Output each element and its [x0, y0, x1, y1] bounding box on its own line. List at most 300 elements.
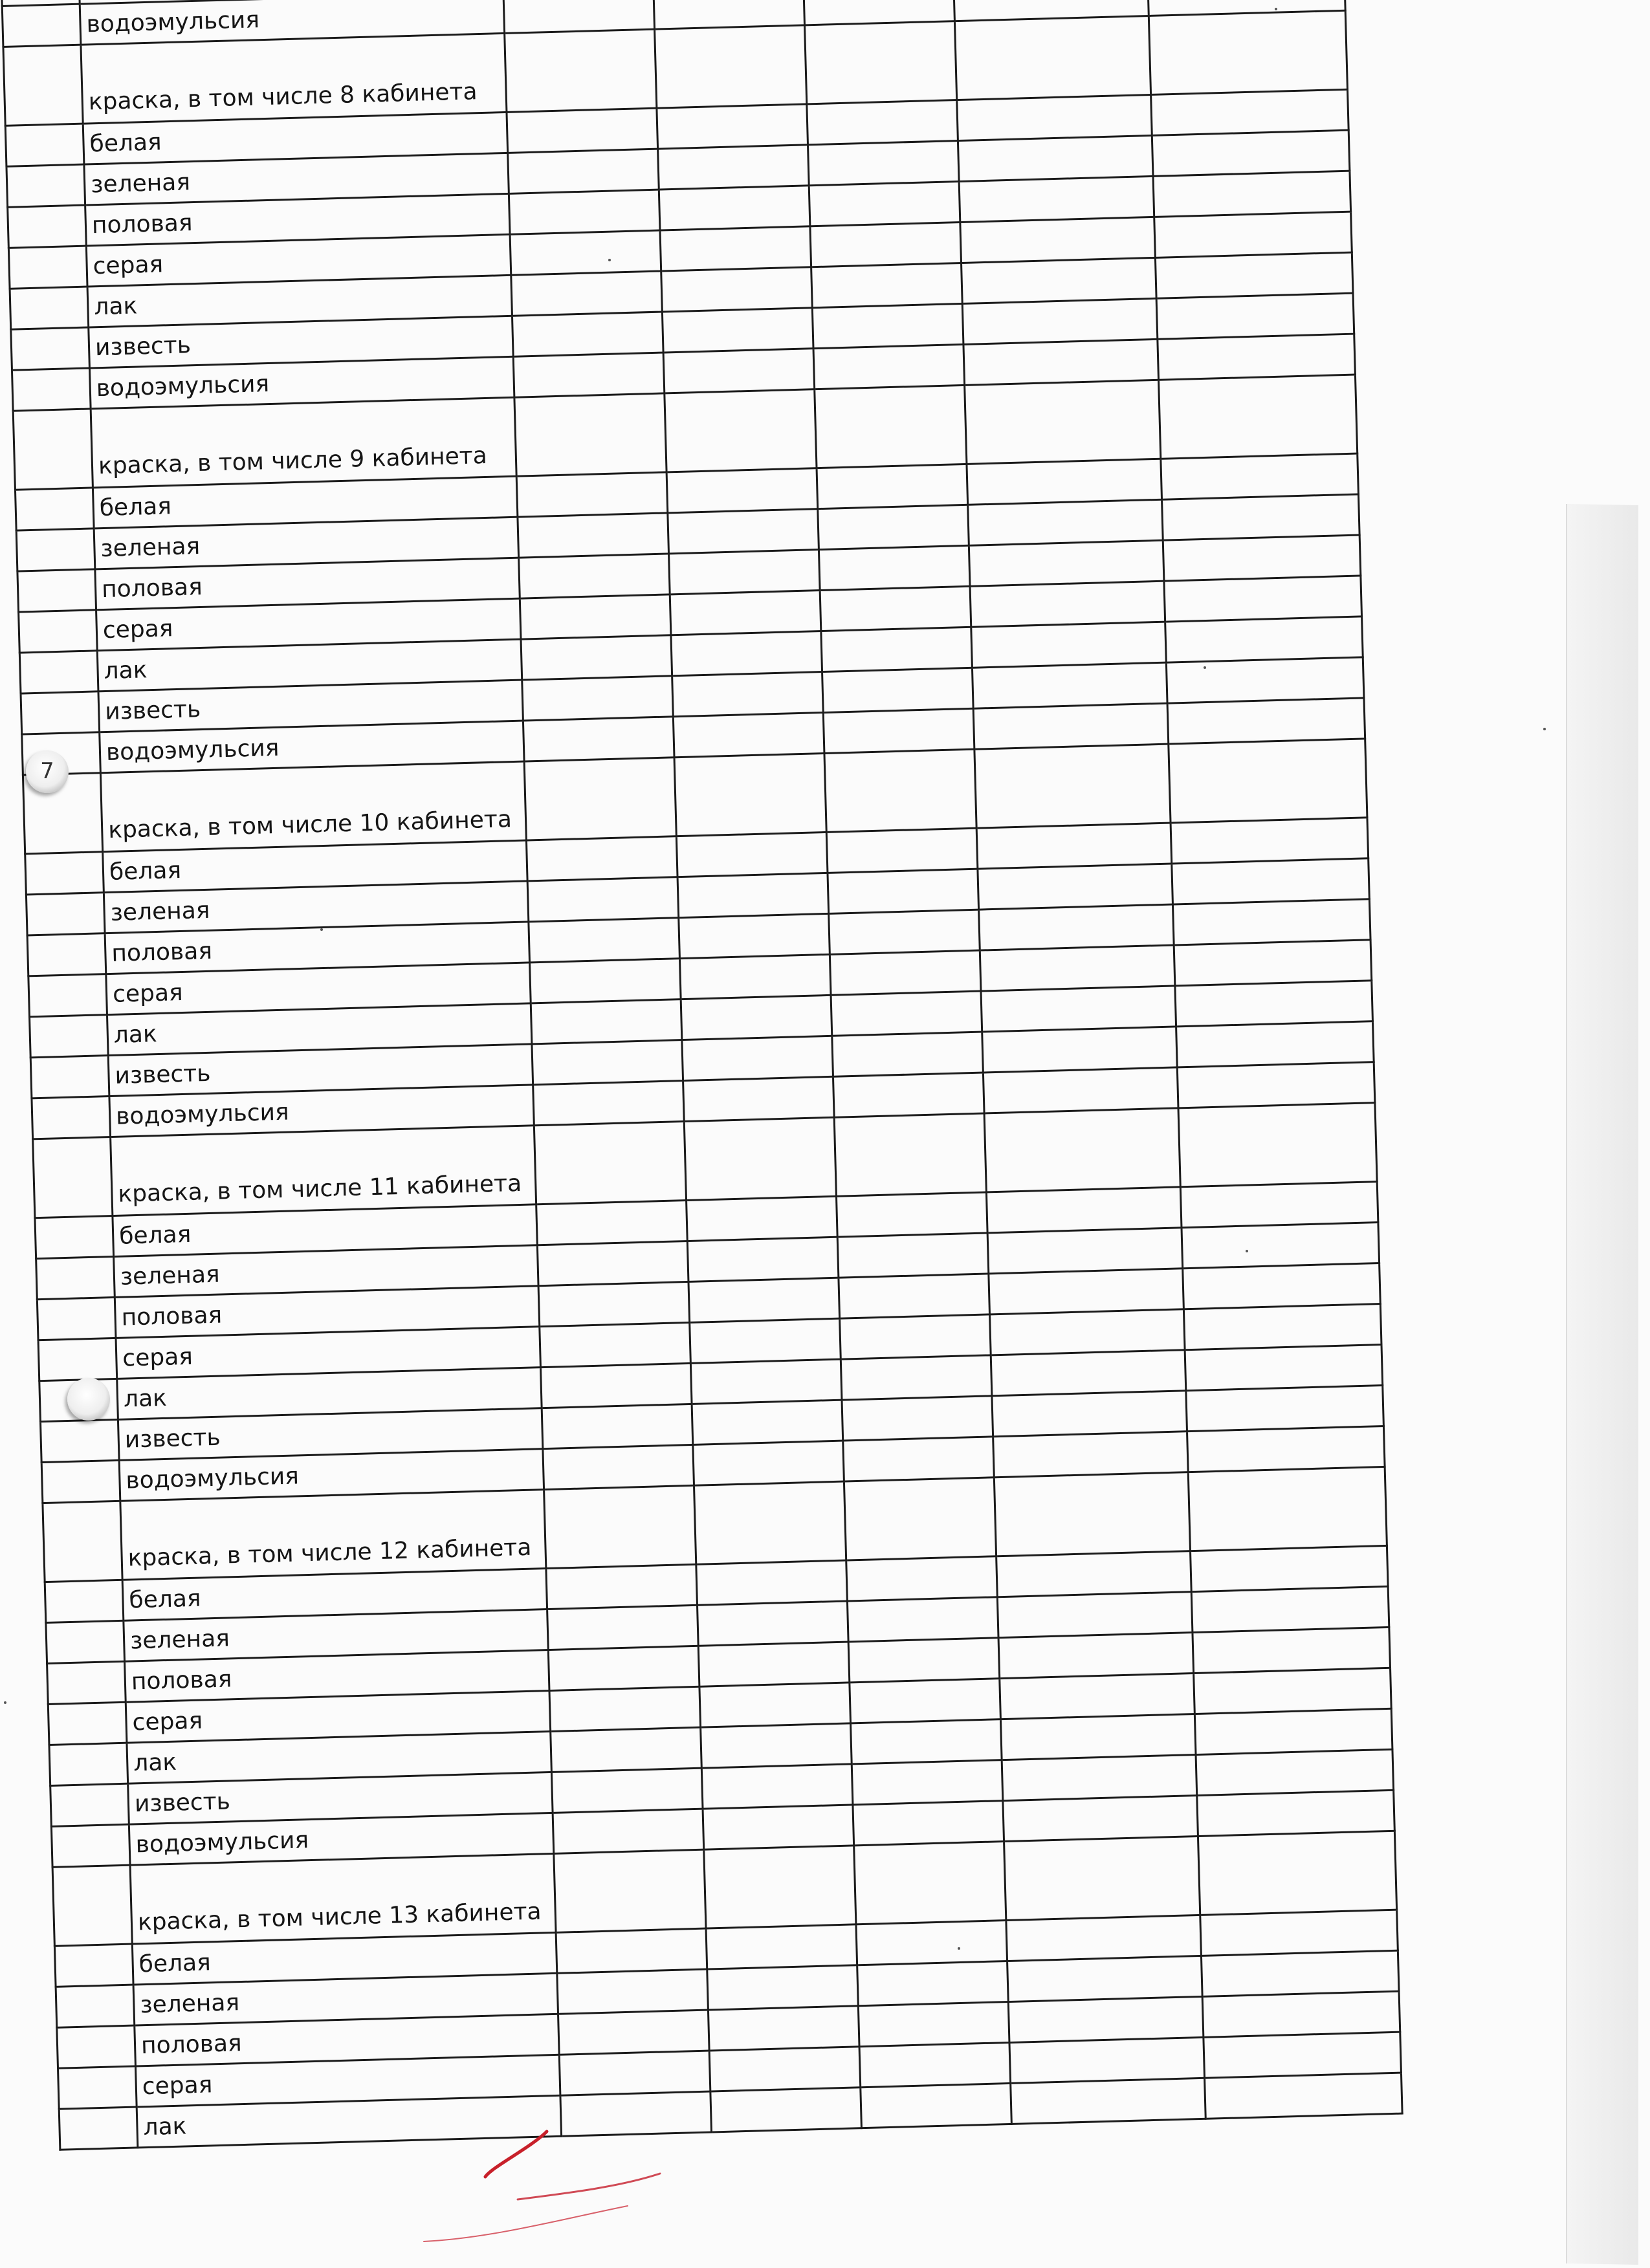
empty-value-cell	[984, 1108, 1180, 1192]
material-name-cell: зеленая	[94, 517, 518, 569]
empty-value-cell	[812, 303, 963, 348]
empty-value-cell	[669, 550, 820, 594]
empty-value-cell	[519, 554, 670, 598]
empty-value-cell	[1156, 293, 1354, 339]
scan-speck	[958, 1947, 960, 1950]
empty-value-cell	[697, 1601, 848, 1646]
empty-value-cell	[551, 1727, 702, 1772]
empty-value-cell	[1151, 89, 1349, 135]
material-name-cell: лак	[127, 1731, 551, 1783]
material-name-cell: серая	[86, 234, 511, 287]
row-number-cell	[51, 1824, 130, 1867]
underlying-sheet-edge	[1566, 504, 1638, 2265]
empty-value-cell	[546, 1564, 698, 1609]
material-name-cell: белая	[103, 840, 527, 893]
empty-value-cell	[1196, 1749, 1394, 1795]
empty-value-cell	[557, 1969, 709, 2014]
row-number-cell	[52, 1865, 132, 1946]
empty-value-cell	[1000, 1714, 1196, 1760]
empty-value-cell	[703, 1805, 854, 1849]
material-name-cell: половая	[105, 922, 529, 974]
empty-value-cell	[974, 744, 1171, 828]
material-name-cell: известь	[128, 1772, 553, 1824]
empty-value-cell	[1169, 739, 1367, 823]
row-number-cell	[19, 651, 98, 693]
empty-value-cell	[1152, 130, 1350, 176]
empty-value-cell	[981, 986, 1176, 1032]
material-name-cell: водоэмульсия	[80, 0, 504, 45]
empty-value-cell	[804, 21, 956, 104]
row-number-cell	[8, 205, 87, 248]
scan-speck	[1275, 8, 1277, 10]
empty-value-cell	[962, 257, 1157, 303]
empty-value-cell	[856, 1921, 1007, 1965]
empty-value-cell	[663, 349, 815, 393]
empty-value-cell	[538, 1281, 690, 1326]
empty-value-cell	[1177, 1062, 1375, 1108]
empty-value-cell	[970, 581, 1165, 627]
empty-value-cell	[859, 2042, 1011, 2087]
empty-value-cell	[846, 1556, 998, 1601]
empty-value-cell	[1183, 1304, 1381, 1350]
empty-value-cell	[660, 226, 811, 271]
empty-value-cell	[962, 298, 1158, 344]
material-name-cell: зеленая	[114, 1245, 538, 1298]
material-name-cell: белая	[132, 1932, 556, 1985]
empty-value-cell	[523, 717, 674, 761]
row-number-cell	[46, 1620, 125, 1663]
empty-value-cell	[965, 380, 1161, 464]
empty-value-cell	[848, 1638, 1000, 1683]
empty-value-cell	[698, 1642, 850, 1686]
empty-value-cell	[521, 635, 672, 680]
empty-value-cell	[1172, 858, 1370, 904]
empty-value-cell	[843, 1437, 995, 1481]
row-number-cell	[30, 1015, 109, 1058]
empty-value-cell	[536, 1201, 688, 1245]
empty-value-cell	[1000, 1674, 1195, 1719]
empty-value-cell	[559, 2051, 710, 2095]
empty-value-cell	[672, 672, 824, 717]
empty-value-cell	[833, 1073, 984, 1117]
empty-value-cell	[683, 1076, 835, 1121]
material-name-cell: краска, в том числе 13 кабинета	[130, 1853, 556, 1944]
empty-value-cell	[991, 1350, 1186, 1396]
row-number-cell	[54, 1944, 133, 1987]
empty-value-cell	[1006, 1915, 1202, 1961]
empty-value-cell	[1176, 1021, 1374, 1067]
empty-value-cell	[701, 1723, 852, 1768]
empty-value-cell	[537, 1241, 688, 1285]
empty-value-cell	[655, 25, 807, 108]
empty-value-cell	[820, 586, 971, 631]
empty-value-cell	[810, 223, 962, 267]
empty-value-cell	[824, 749, 976, 832]
empty-value-cell	[527, 877, 679, 922]
empty-value-cell	[980, 945, 1175, 991]
punch-hole-marked	[26, 750, 69, 793]
empty-value-cell	[659, 186, 810, 230]
empty-value-cell	[1149, 10, 1347, 94]
material-name-cell: краска, в том числе 9 кабинета	[91, 397, 516, 488]
empty-value-cell	[809, 182, 960, 226]
empty-value-cell	[987, 1228, 1183, 1274]
empty-value-cell	[850, 1679, 1001, 1723]
empty-value-cell	[1191, 1545, 1389, 1591]
empty-value-cell	[958, 135, 1153, 181]
empty-value-cell	[1200, 1910, 1398, 1956]
empty-value-cell	[1165, 616, 1363, 662]
empty-value-cell	[674, 753, 826, 836]
empty-value-cell	[1002, 1755, 1197, 1801]
empty-value-cell	[1153, 171, 1351, 217]
row-number-cell	[32, 1096, 111, 1139]
empty-value-cell	[954, 16, 1150, 100]
empty-value-cell	[693, 1441, 844, 1485]
empty-value-cell	[1011, 2078, 1206, 2124]
empty-value-cell	[554, 1849, 706, 1932]
material-name-cell: половая	[125, 1650, 549, 1703]
row-number-cell	[57, 2025, 136, 2068]
empty-value-cell	[819, 545, 970, 590]
empty-value-cell	[836, 1192, 987, 1237]
empty-value-cell	[828, 869, 979, 913]
empty-value-cell	[989, 1269, 1184, 1314]
material-name-cell: белая	[122, 1569, 547, 1621]
empty-value-cell	[1004, 1836, 1200, 1920]
empty-value-cell	[972, 662, 1167, 708]
empty-value-cell	[532, 1040, 683, 1085]
empty-value-cell	[687, 1196, 838, 1241]
empty-value-cell	[1163, 535, 1361, 581]
empty-value-cell	[540, 1363, 692, 1408]
empty-value-cell	[1161, 453, 1359, 499]
empty-value-cell	[657, 104, 808, 149]
row-number-cell	[19, 610, 98, 653]
material-name-cell: белая	[83, 112, 507, 164]
empty-value-cell	[1175, 981, 1373, 1027]
row-number-cell	[48, 1702, 127, 1745]
empty-value-cell	[971, 622, 1167, 668]
empty-value-cell	[518, 513, 669, 558]
empty-value-cell	[688, 1278, 840, 1322]
empty-value-cell	[512, 312, 663, 356]
material-name-cell: лак	[97, 639, 522, 692]
empty-value-cell	[671, 631, 822, 676]
empty-value-cell	[858, 2002, 1009, 2047]
empty-value-cell	[1174, 940, 1372, 986]
punch-hole	[67, 1378, 110, 1421]
material-name-cell: зеленая	[124, 1609, 548, 1662]
empty-value-cell	[815, 385, 967, 468]
empty-value-cell	[533, 1081, 685, 1126]
row-number-cell	[3, 45, 83, 125]
empty-value-cell	[662, 308, 813, 353]
empty-value-cell	[543, 1445, 694, 1489]
empty-value-cell	[979, 904, 1174, 950]
empty-value-cell	[510, 230, 661, 275]
empty-value-cell	[553, 1809, 704, 1853]
empty-value-cell	[1204, 2032, 1402, 2078]
row-number-cell	[36, 1256, 115, 1299]
material-name-cell: белая	[113, 1205, 537, 1257]
material-name-cell: известь	[118, 1408, 542, 1461]
empty-value-cell	[534, 1122, 686, 1205]
material-name-cell: серая	[116, 1327, 540, 1379]
empty-value-cell	[986, 1187, 1182, 1233]
table-body	[1, 0, 1403, 2150]
empty-value-cell	[830, 950, 981, 995]
empty-value-cell	[556, 1928, 707, 1973]
empty-value-cell	[857, 1961, 1009, 2006]
empty-value-cell	[665, 389, 817, 472]
red-pen-mark	[414, 2109, 686, 2258]
empty-value-cell	[960, 217, 1156, 263]
empty-value-cell	[823, 708, 974, 753]
row-number-cell	[13, 409, 93, 490]
empty-value-cell	[969, 540, 1164, 586]
empty-value-cell	[998, 1633, 1194, 1679]
empty-value-cell	[1202, 1991, 1400, 2037]
empty-value-cell	[1185, 1345, 1383, 1391]
empty-value-cell	[1194, 1668, 1392, 1714]
empty-value-cell	[1003, 1796, 1198, 1842]
empty-value-cell	[973, 703, 1169, 749]
material-name-cell: зеленая	[84, 153, 509, 205]
material-name-cell: зеленая	[133, 1973, 558, 2025]
empty-value-cell	[1007, 1956, 1203, 2001]
empty-value-cell	[1178, 1103, 1377, 1187]
empty-value-cell	[508, 149, 659, 193]
material-name-cell: известь	[98, 680, 523, 732]
empty-value-cell	[837, 1233, 989, 1278]
empty-value-cell	[832, 1032, 984, 1076]
empty-value-cell	[707, 1965, 859, 2010]
material-name-cell: водоэмульсия	[119, 1449, 544, 1501]
scan-speck	[1543, 728, 1546, 730]
empty-value-cell	[558, 2010, 710, 2055]
material-name-cell: серая	[126, 1691, 550, 1743]
empty-value-cell	[690, 1318, 841, 1363]
empty-value-cell	[699, 1683, 851, 1727]
empty-value-cell	[529, 918, 680, 963]
empty-value-cell	[681, 995, 832, 1040]
row-number-cell	[35, 1216, 114, 1259]
empty-value-cell	[509, 190, 660, 234]
row-number-cell	[21, 692, 100, 734]
row-number-cell	[26, 893, 105, 935]
empty-value-cell	[959, 176, 1154, 222]
empty-value-cell	[708, 2006, 859, 2051]
row-number-cell	[12, 368, 91, 411]
empty-value-cell	[682, 1036, 833, 1080]
material-name-cell: водоэмульсия	[89, 356, 514, 409]
empty-value-cell	[1171, 818, 1369, 864]
row-number-cell	[25, 852, 104, 895]
handwritten-number: 7	[40, 758, 54, 784]
empty-value-cell	[696, 1560, 848, 1605]
empty-value-cell	[1188, 1467, 1387, 1551]
empty-value-cell	[829, 910, 980, 954]
empty-value-cell	[520, 594, 671, 639]
empty-value-cell	[549, 1686, 701, 1731]
material-name-cell: известь	[108, 1044, 533, 1096]
empty-value-cell	[673, 713, 824, 758]
empty-value-cell	[540, 1322, 691, 1367]
empty-value-cell	[1009, 2037, 1205, 2083]
empty-value-cell	[852, 1760, 1003, 1805]
empty-value-cell	[1159, 375, 1358, 459]
empty-value-cell	[516, 472, 668, 517]
empty-value-cell	[709, 2047, 861, 2091]
empty-value-cell	[811, 263, 963, 307]
empty-value-cell	[676, 832, 828, 877]
empty-value-cell	[822, 668, 974, 712]
row-number-cell	[58, 2066, 137, 2109]
empty-value-cell	[1162, 494, 1360, 540]
empty-value-cell	[1205, 2073, 1403, 2119]
empty-value-cell	[826, 828, 978, 873]
row-number-cell	[49, 1743, 128, 1785]
empty-value-cell	[507, 108, 658, 153]
empty-value-cell	[505, 29, 657, 112]
row-number-cell	[56, 1985, 135, 2027]
empty-value-cell	[706, 1925, 857, 1969]
empty-value-cell	[967, 459, 1162, 505]
material-name-cell: краска, в том числе 11 кабинета	[111, 1126, 536, 1216]
empty-value-cell	[690, 1359, 842, 1404]
empty-value-cell	[1154, 212, 1352, 257]
row-number-cell	[17, 569, 96, 612]
empty-value-cell	[957, 94, 1152, 140]
empty-value-cell	[847, 1597, 998, 1642]
empty-value-cell	[542, 1404, 693, 1448]
empty-value-cell	[982, 1027, 1178, 1073]
scan-speck	[1204, 666, 1206, 669]
material-name-cell: серая	[135, 2055, 560, 2107]
empty-value-cell	[548, 1646, 699, 1690]
empty-value-cell	[1167, 698, 1365, 744]
empty-value-cell	[654, 0, 805, 29]
empty-value-cell	[1166, 657, 1364, 703]
empty-value-cell	[1186, 1386, 1384, 1432]
empty-value-cell	[851, 1719, 1002, 1764]
empty-value-cell	[994, 1472, 1190, 1556]
empty-value-cell	[963, 339, 1159, 385]
empty-value-cell	[530, 959, 681, 1003]
empty-value-cell	[513, 353, 665, 397]
row-number-cell	[37, 1297, 116, 1340]
empty-value-cell	[853, 1801, 1004, 1846]
empty-value-cell	[983, 1067, 1178, 1113]
empty-value-cell	[687, 1237, 839, 1281]
empty-value-cell	[701, 1764, 853, 1809]
row-number-cell	[2, 4, 81, 47]
empty-value-cell	[694, 1481, 846, 1564]
empty-value-cell	[1158, 334, 1356, 380]
empty-value-cell	[854, 1842, 1006, 1925]
row-number-cell	[16, 529, 95, 571]
empty-value-cell	[831, 991, 982, 1036]
empty-value-cell	[531, 999, 682, 1044]
empty-value-cell	[547, 1605, 699, 1650]
row-number-cell	[40, 1419, 119, 1462]
row-number-cell	[41, 1460, 120, 1503]
empty-value-cell	[808, 141, 959, 186]
empty-value-cell	[658, 145, 809, 190]
empty-value-cell	[861, 2083, 1012, 2128]
empty-value-cell	[841, 1355, 992, 1400]
empty-value-cell	[1197, 1790, 1395, 1836]
scan-speck	[320, 928, 323, 931]
empty-value-cell	[978, 864, 1173, 910]
empty-value-cell	[679, 913, 830, 958]
empty-value-cell	[666, 468, 818, 513]
empty-value-cell	[807, 100, 958, 145]
row-number-cell	[38, 1338, 117, 1380]
empty-value-cell	[514, 393, 666, 476]
material-name-cell: известь	[89, 316, 513, 368]
empty-value-cell	[976, 823, 1172, 869]
empty-value-cell	[679, 954, 831, 999]
empty-value-cell	[670, 591, 821, 635]
empty-value-cell	[993, 1432, 1189, 1477]
row-number-cell	[5, 124, 84, 166]
empty-value-cell	[522, 676, 674, 721]
empty-value-cell	[704, 1846, 856, 1928]
empty-value-cell	[817, 464, 968, 508]
empty-value-cell	[684, 1117, 836, 1200]
row-number-cell	[59, 2107, 138, 2150]
row-number-cell	[6, 164, 85, 207]
material-name-cell: водоэмульсия	[109, 1085, 534, 1137]
empty-value-cell	[840, 1314, 991, 1359]
empty-value-cell	[1193, 1627, 1391, 1673]
empty-value-cell	[996, 1551, 1192, 1597]
empty-value-cell	[524, 758, 676, 840]
row-number-cell	[27, 933, 106, 976]
row-number-cell	[33, 1137, 113, 1218]
scan-speck	[4, 1701, 6, 1704]
scan-speck	[608, 259, 611, 261]
row-number-cell	[45, 1580, 124, 1622]
empty-value-cell	[844, 1477, 996, 1560]
empty-value-cell	[1180, 1182, 1378, 1228]
scan-speck	[1246, 1250, 1248, 1252]
empty-value-cell	[842, 1396, 993, 1441]
material-name-cell: краска, в том числе 10 кабинета	[100, 761, 526, 852]
material-name-cell: лак	[137, 2095, 561, 2148]
empty-value-cell	[503, 0, 655, 33]
empty-value-cell	[821, 627, 973, 671]
material-name-cell: лак	[117, 1368, 542, 1420]
material-name-cell: лак	[107, 1003, 531, 1056]
empty-value-cell	[813, 344, 965, 389]
empty-value-cell	[1183, 1263, 1381, 1309]
row-number-cell	[15, 488, 94, 530]
empty-value-cell	[668, 509, 819, 554]
empty-value-cell	[1182, 1223, 1380, 1269]
empty-value-cell	[1191, 1586, 1389, 1632]
empty-value-cell	[511, 271, 663, 316]
row-number-cell	[8, 246, 87, 289]
empty-value-cell	[692, 1400, 843, 1445]
material-name-cell: лак	[87, 275, 512, 327]
material-name-cell: зеленая	[104, 881, 528, 933]
row-number-cell	[10, 287, 89, 329]
material-name-cell: серая	[96, 598, 521, 651]
empty-value-cell	[544, 1485, 696, 1568]
